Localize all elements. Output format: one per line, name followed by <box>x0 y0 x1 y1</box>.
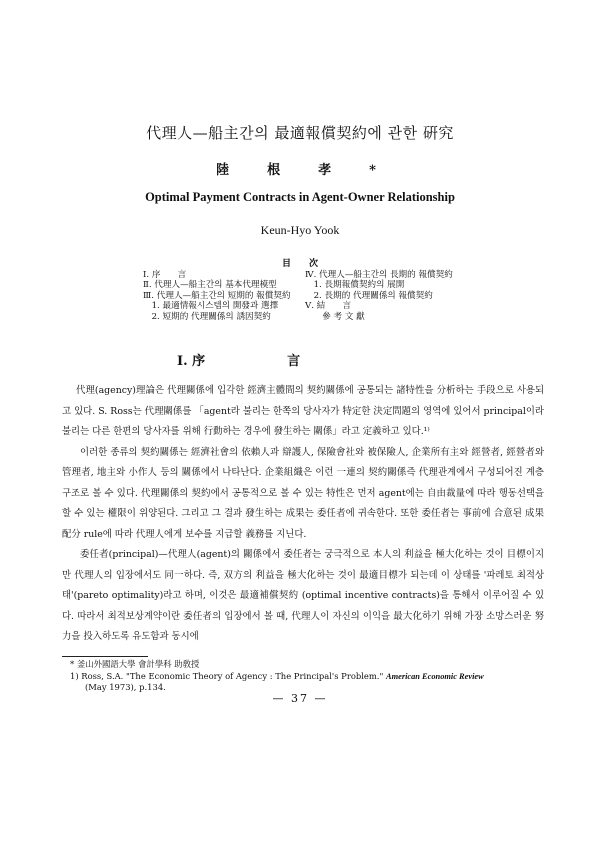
toc-item: Ⅴ. 結 言 <box>305 301 352 312</box>
toc-item: Ⅰ. 序 言 <box>143 270 187 280</box>
toc-item: 參 考 文 獻 <box>305 311 365 322</box>
paper-title-korean: 代理人—船主간의 最適報償契約에 관한 硏究 <box>146 124 454 142</box>
toc-right-column <box>305 270 453 322</box>
paragraph: 代理(agency)理論은 代理關係에 입각한 經濟主體間의 契約關係에 공통되는 諸特性을 分析하는 手段으로 사용되고 있다. S. Ross는 代理關係를 「agent라 불리는 한쪽의 당사자가 特定한 決定問題의 영역에 있어서 principal이라 불리는 다른 한편의 당사자를 위해 行動하는 경우에 發生하는 關係」라고 定義하고 있다.¹⁾ <box>62 385 544 437</box>
toc-left-column <box>143 270 291 322</box>
body-text <box>62 381 544 648</box>
paper-title-english: Optimal Payment Contracts in Agent-Owner Relationship <box>145 190 455 204</box>
section-title: 言 <box>287 354 301 369</box>
paragraph: 委任者(principal)—代理人(agent)의 關係에서 委任者는 궁극적으로 本人의 利益을 極大化하는 것이 目標이지만 代理人의 입장에서도 同一하다. 즉, 双方의 利益을 極大化하는 것이 最適目標가 되는데 이 상태를 '파레토 최적상태'(pareto optimality)라고 하며, 이것은 最適補償契約 (optimal incentive contracts)을 통해서 이루어질 수 있다. 따라서 최적보상계약이란 委任者의 입장에서 볼 때, 代理人이 자신의 이익을 最大化하기 위해 가장 소망스러운 努力을 投入하도록 유도함과 동시에 <box>62 549 544 642</box>
footnote-divider <box>62 656 148 657</box>
author-name-english: Keun-Hyo Yook <box>260 223 340 237</box>
reference-journal: American Economic Review <box>386 671 484 681</box>
section-number: Ⅰ. 序 <box>177 354 206 369</box>
toc-item: 2. 長期的 代理關係의 報償契約 <box>305 290 433 301</box>
footnote-reference-1 <box>70 671 540 683</box>
footnote-affiliation: * 釜山外國語大學 會計學科 助敎授 <box>70 659 200 669</box>
toc-heading: 目次 <box>281 259 336 269</box>
toc-item: 1. 長期報償契約의 展開 <box>305 280 405 291</box>
toc-item: Ⅳ. 代理人—船主간의 長期的 報償契約 <box>305 270 453 280</box>
author-name-korean: 陸根孝* <box>216 163 414 178</box>
toc-item: 1. 最適情報시스템의 開發과 選擇 <box>143 301 279 312</box>
reference-text: 1) Ross, S.A. "The Economic Theory of Agency : The Principal's Problem." <box>70 670 384 681</box>
toc-item: 2. 短期的 代理關係의 誘因契約 <box>143 311 271 322</box>
footnotes <box>70 659 540 694</box>
section-heading-introduction <box>177 350 300 369</box>
paragraph: 이러한 종류의 契約關係는 經濟社會의 依賴人과 辯護人, 保險會社와 被保險人, 企業所有主와 經營者, 經營者와 管理者, 地主와 小作人 등의 關係에서 나타난다. 企業組織은 이런 一連의 契約關係즉 代理관계에서 구성되어진 계층구조로 볼 수 있다. 代理關係의 契約에서 공통적으로 볼 수 있는 特性은 먼저 agent에는 自由裁量에 따라 행동선택을 할 수 있는 權限이 위양된다. 그리고 그 결과 發生하는 成果는 委任者에 귀속한다. 또한 委任者는 事前에 合意된 成果配分 rule에 따라 代理人에게 보수를 지급할 義務를 지닌다. <box>62 446 544 540</box>
page-number: — 37 — <box>272 692 328 705</box>
footnote-reference-1-continuation: (May 1973), p.134. <box>85 682 166 692</box>
toc-item: Ⅱ. 代理人—船主간의 基本代理模型 <box>143 280 277 291</box>
toc-item: Ⅲ. 代理人—船主간의 短期的 報償契約 <box>143 290 291 301</box>
